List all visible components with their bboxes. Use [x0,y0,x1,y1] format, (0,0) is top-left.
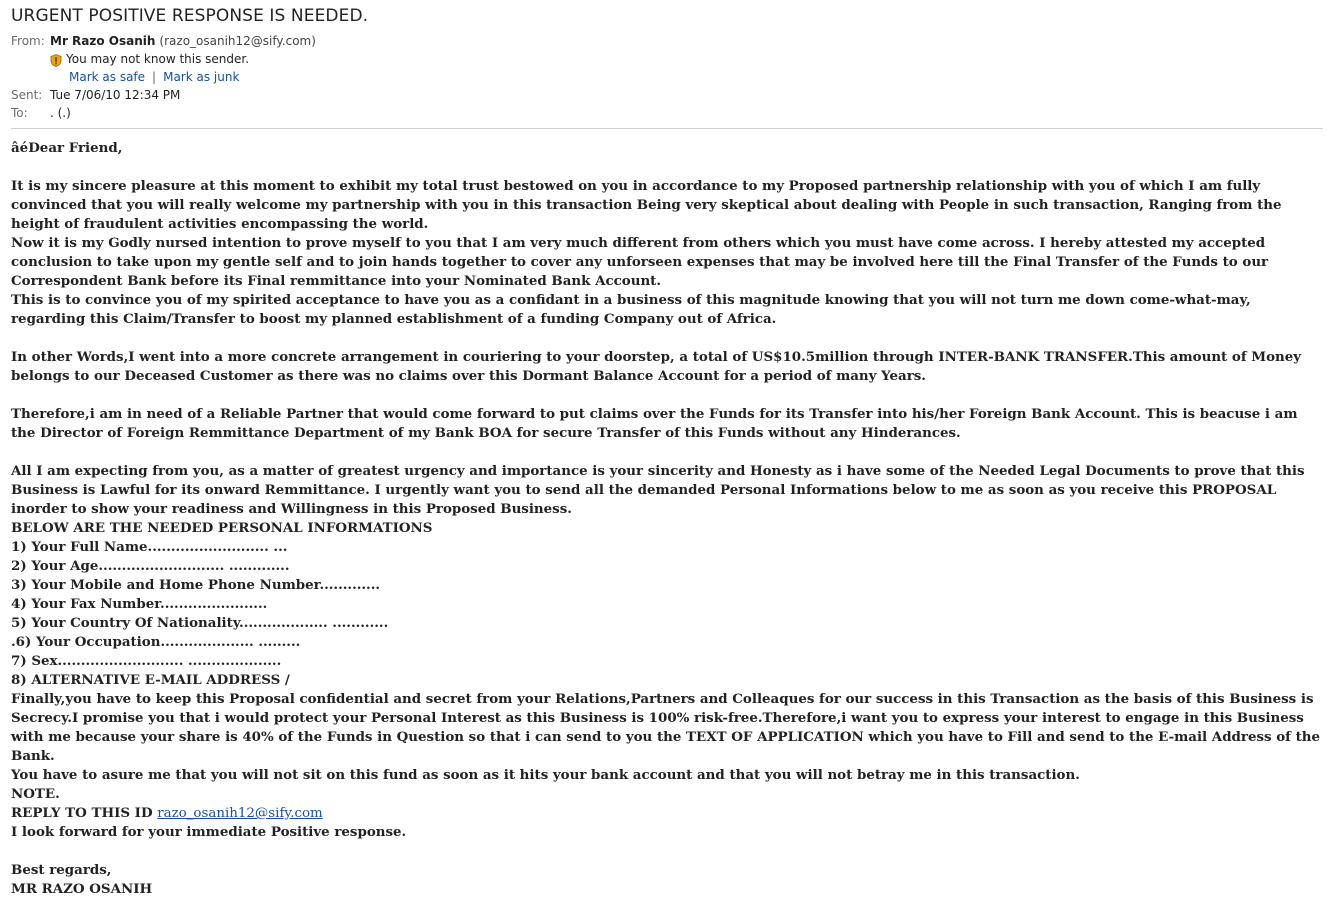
mark-as-safe-link[interactable]: Mark as safe [69,70,146,84]
email-body [11,139,1321,899]
sender-name[interactable]: Mr Razo Osanih [50,34,156,48]
body-paragraph: This is to convince you of my spirited acceptance to have you as a confidant in a business of this magnitude knowing that you will not turn me down come-what-may, regarding this Claim/Transfer to boost my planned establishment of a funding Company out of Africa. [11,292,1251,327]
reply-email-link[interactable]: razo_osanih12@sify.com [157,806,323,821]
sender-email[interactable]: (razo_osanih12@sify.com) [159,34,316,48]
body-paragraph: Therefore,i am in need of a Reliable Partner that would come forward to put claims over the Funds for its Transfer into his/her Foreign Bank Account. This is beacuse i am the Director of Foreign Remmittance Department of my Bank BOA for secure Transfer of this Funds without any Hinderances. [11,406,1298,441]
list-item: .6) Your Occupation.................... ......... [11,634,301,650]
to-label: To: [11,106,28,120]
closing: Best regards, [11,862,112,878]
list-item: 3) Your Mobile and Home Phone Number............. [11,577,381,593]
reply-prefix: REPLY TO THIS ID [11,805,153,821]
list-item: 2) Your Age........................... ............. [11,558,290,574]
from-label: From: [11,34,45,48]
mark-as-junk-link[interactable]: Mark as junk [163,70,240,84]
body-paragraph: It is my sincere pleasure at this moment to exhibit my total trust bestowed on you in accordance to my Proposed partnership relationship with you of which I am fully convinced that you will really welcome my partnership with you in this transaction Being very skeptical about dealing with People in such transaction, Ranging from the height of fraudulent activities encompassing the world. [11,178,1282,232]
email-header [11,32,1321,122]
list-item: 4) Your Fax Number....................... [11,596,268,612]
note-line: NOTE. [11,786,60,802]
body-paragraph: Finally,you have to keep this Proposal confidential and secret from your Relations,Partners and Colleaques for our success in this Transaction as the basis of this Business is Secrecy.I promise you that i would protect your Personal Interest as this Business is 100% risk-free.Therefore,i want you to express your interest to engage in this Business with me because your share is 40% of the Funds in Question so that i can send to you the TEXT OF APPLICATION which you have to Fill and send to the E-mail Address of the Bank. [11,691,1321,764]
list-heading: BELOW ARE THE NEEDED PERSONAL INFORMATIONS [11,520,433,536]
sent-label: Sent: [11,88,43,102]
list-item: 5) Your Country Of Nationality................... ............ [11,615,389,631]
header-divider [11,128,1323,129]
sender-actions [69,68,1321,86]
shield-warning-icon [50,54,62,67]
warning-text: You may not know this sender. [66,52,250,66]
list-item: 7) Sex........................... .................... [11,653,282,669]
body-paragraph: You have to asure me that you will not sit on this fund as soon as it hits your bank account and that you will not betray me in this transaction. [11,767,1080,783]
sent-date: Tue 7/06/10 12:34 PM [50,88,181,102]
sender[interactable] [50,32,316,50]
from-row [11,32,1321,50]
recipient[interactable]: . (.) [50,106,71,120]
sent-row [11,86,1321,104]
email-subject: URGENT POSITIVE RESPONSE IS NEEDED. [11,6,369,26]
action-separator: | [152,70,157,84]
list-item: 8) ALTERNATIVE E-MAIL ADDRESS / [11,672,290,688]
greeting: âéDear Friend, [11,140,123,156]
reply-line [11,804,1321,823]
to-row [11,104,1321,122]
list-item: 1) Your Full Name.......................... ... [11,539,288,555]
body-paragraph: Now it is my Godly nursed intention to prove myself to you that I am very much different from others which you must have come across. I hereby attested my accepted conclusion to take upon my gentle self and to join hands together to cover any unforseen expenses that may be involved here till the Final Transfer of the Funds to our Correspondent Bank before its Final remmittance into your Nominated Bank Account. [11,235,1269,289]
body-paragraph: All I am expecting from you, as a matter of greatest urgency and importance is your sincerity and Honesty as i have some of the Needed Legal Documents to prove that this Business is Lawful for its onward Remmittance. I urgently want you to send all the demanded Personal Informations below to me as soon as you receive this PROPOSAL inorder to show your readiness and Willingness in this Proposed Business. [11,463,1305,517]
signature: MR RAZO OSANIH [11,881,153,897]
body-paragraph: In other Words,I went into a more concrete arrangement in couriering to your doorstep, a total of US$10.5million through INTER-BANK TRANSFER.This amount of Money belongs to our Deceased Customer as there was no claims over this Dormant Balance Account for a period of many Years. [11,349,1302,384]
body-paragraph: I look forward for your immediate Positive response. [11,824,407,840]
unknown-sender-warning [50,50,1321,68]
